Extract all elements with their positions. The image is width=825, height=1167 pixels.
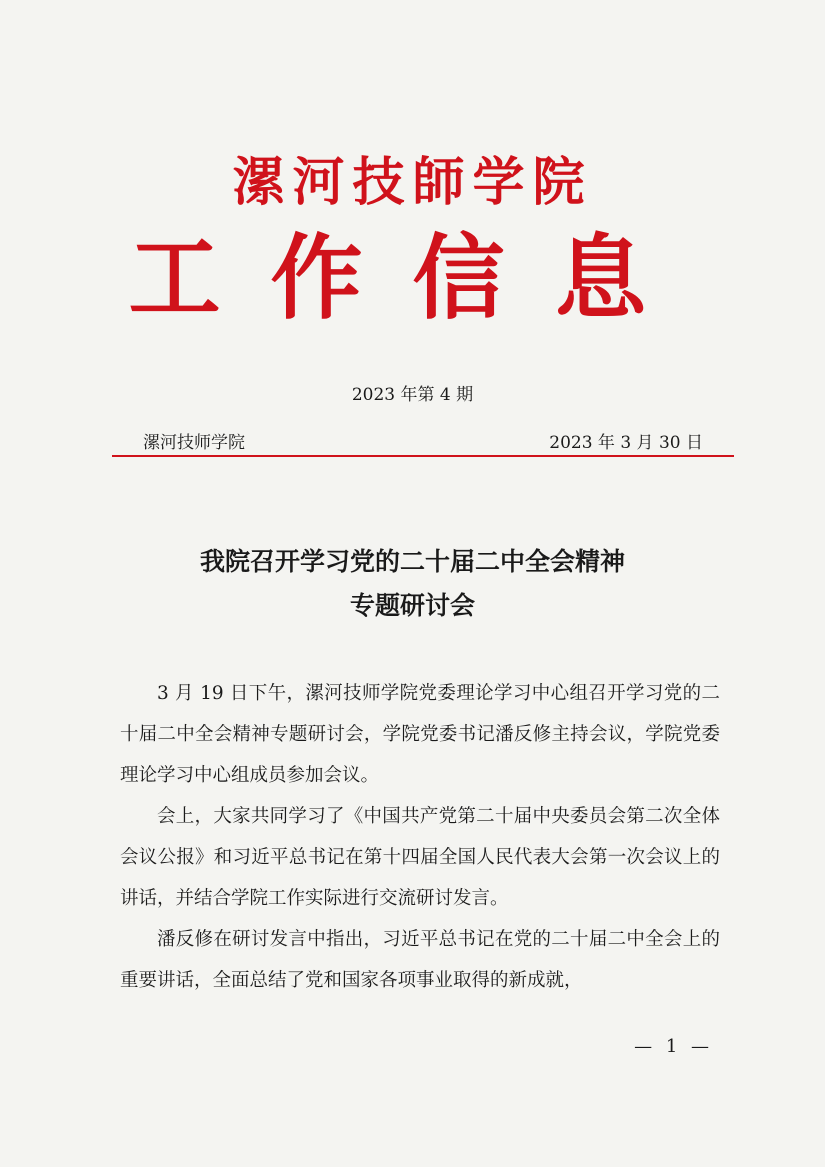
masthead-org-name: 漯河技師学院 (232, 152, 593, 213)
article-headline (0, 540, 825, 628)
publisher: 漯河技师学院 (143, 433, 245, 453)
article-body (120, 673, 720, 1001)
masthead-title: 工作信息 (128, 224, 697, 332)
paragraph: 潘反修在研讨发言中指出，习近平总书记在党的二十届二中全会上的重要讲话，全面总结了党和国家各项事业取得的新成就， (120, 929, 720, 991)
page-number: — 1 — (634, 1036, 713, 1057)
publish-date: 2023 年 3 月 30 日 (549, 433, 703, 453)
paragraph: 会上，大家共同学习了《中国共产党第二十届中央委员会第二次全体会议公报》和习近平总书记在第十四届全国人民代表大会第一次会议上的讲话，并结合学院工作实际进行交流研讨发言。 (120, 806, 720, 909)
red-divider (112, 455, 734, 457)
paragraph: 3 月 19 日下午，漯河技师学院党委理论学习中心组召开学习党的二十届二中全会精神专题研讨会，学院党委书记潘反修主持会议，学院党委理论学习中心组成员参加会议。 (120, 683, 720, 786)
issue-number: 2023 年第 4 期 (351, 385, 474, 405)
headline-line-2: 专题研讨会 (349, 591, 475, 620)
headline-line-1: 我院召开学习党的二十届二中全会精神 (199, 547, 625, 576)
